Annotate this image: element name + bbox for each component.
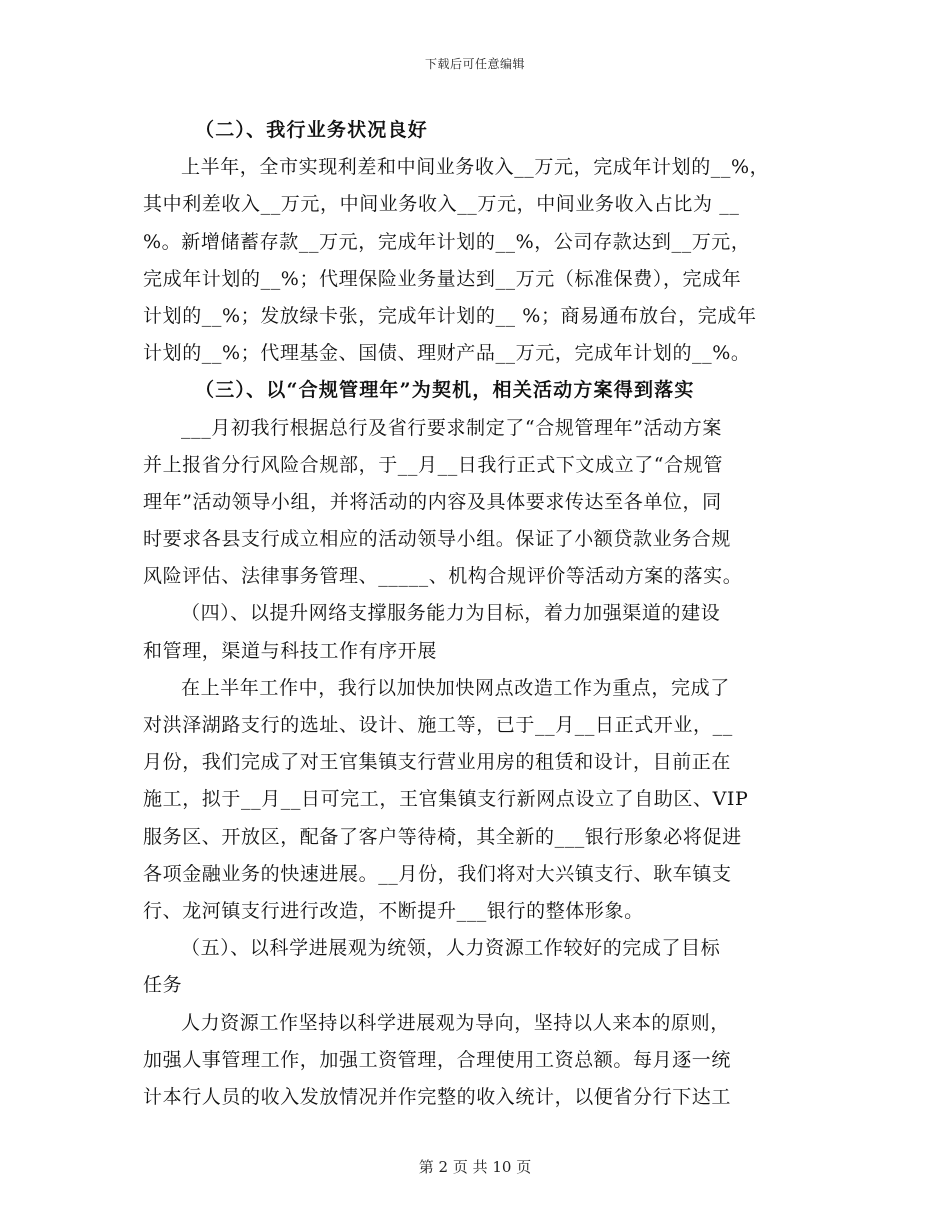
section-heading: （五）、以科学进展观为统领，人力资源工作较好的完成了目标 bbox=[181, 937, 721, 960]
page-footer: 第 2 页 共 10 页 bbox=[418, 1158, 532, 1176]
paragraph-line: 人力资源工作坚持以科学进展观为导向，坚持以人来本的原则， bbox=[181, 1011, 730, 1034]
page-header: 下载后可任意编辑 bbox=[424, 57, 525, 71]
paragraph-line: 计划的__%；发放绿卡张，完成年计划的__ %；商易通布放台，完成年 bbox=[143, 304, 757, 327]
paragraph-line: %。新增储蓄存款__万元，完成年计划的__%，公司存款达到__万元， bbox=[143, 230, 751, 253]
paragraph-line: 计本行人员的收入发放情况并作完整的收入统计，以便省分行下达工 bbox=[143, 1085, 732, 1108]
paragraph-line: 理年”活动领导小组，并将活动的内容及具体要求传达至各单位，同 bbox=[143, 490, 722, 513]
paragraph-line: 在上半年工作中，我行以加快加快网点改造工作为重点，完成了 bbox=[181, 676, 730, 699]
paragraph-line: 时要求各县支行成立相应的活动领导小组。保证了小额贷款业务合规 bbox=[143, 528, 732, 551]
paragraph-line: ___月初我行根据总行及省行要求制定了“合规管理年”活动方案 bbox=[181, 416, 722, 439]
section-heading-continuation: 和管理，渠道与科技工作有序开展 bbox=[143, 639, 438, 662]
paragraph-line: 风险评估、法律事务管理、_____、机构合规评价等活动方案的落实。 bbox=[143, 565, 743, 588]
paragraph-line: 各项金融业务的快速进展。__月份，我们将对大兴镇支行、耿车镇支 bbox=[143, 862, 732, 885]
paragraph-line: 施工，拟于__月__日可完工，王官集镇支行新网点设立了自助区、VIP bbox=[143, 788, 749, 811]
section-heading: （三）、以“合规管理年”为契机，相关活动方案得到落实 bbox=[195, 379, 695, 402]
paragraph-line: 计划的__%；代理基金、国债、理财产品__万元，完成年计划的__%。 bbox=[143, 342, 751, 365]
paragraph-line: 其中利差收入__万元，中间业务收入__万元，中间业务收入占比为 __ bbox=[143, 193, 740, 216]
paragraph-line: 加强人事管理工作，加强工资管理，合理使用工资总额。每月逐一统 bbox=[143, 1048, 732, 1071]
section-heading: （二）、我行业务状况良好 bbox=[195, 119, 428, 141]
paragraph-line: 月份，我们完成了对王官集镇支行营业用房的租赁和设计，目前正在 bbox=[143, 751, 732, 774]
paragraph-line: 行、龙河镇支行进行改造，不断提升___银行的整体形象。 bbox=[143, 899, 644, 922]
paragraph-line: 对洪泽湖路支行的选址、设计、施工等，已于__月__日正式开业，__ bbox=[143, 714, 733, 736]
paragraph-line: 完成年计划的__%；代理保险业务量达到__万元（标准保费），完成年 bbox=[143, 267, 742, 290]
paragraph-line: 并上报省分行风险合规部，于__月__日我行正式下文成立了“合规管 bbox=[143, 453, 723, 476]
document-body bbox=[143, 112, 813, 1116]
section-heading: （四）、以提升网络支撑服务能力为目标，着力加强渠道的建设 bbox=[181, 602, 721, 625]
paragraph-line: 上半年，全市实现利差和中间业务收入__万元，完成年计划的__%， bbox=[181, 156, 770, 179]
section-heading-continuation: 任务 bbox=[143, 974, 183, 997]
paragraph-line: 服务区、开放区，配备了客户等待椅，其全新的___银行形象必将促进 bbox=[143, 825, 742, 848]
